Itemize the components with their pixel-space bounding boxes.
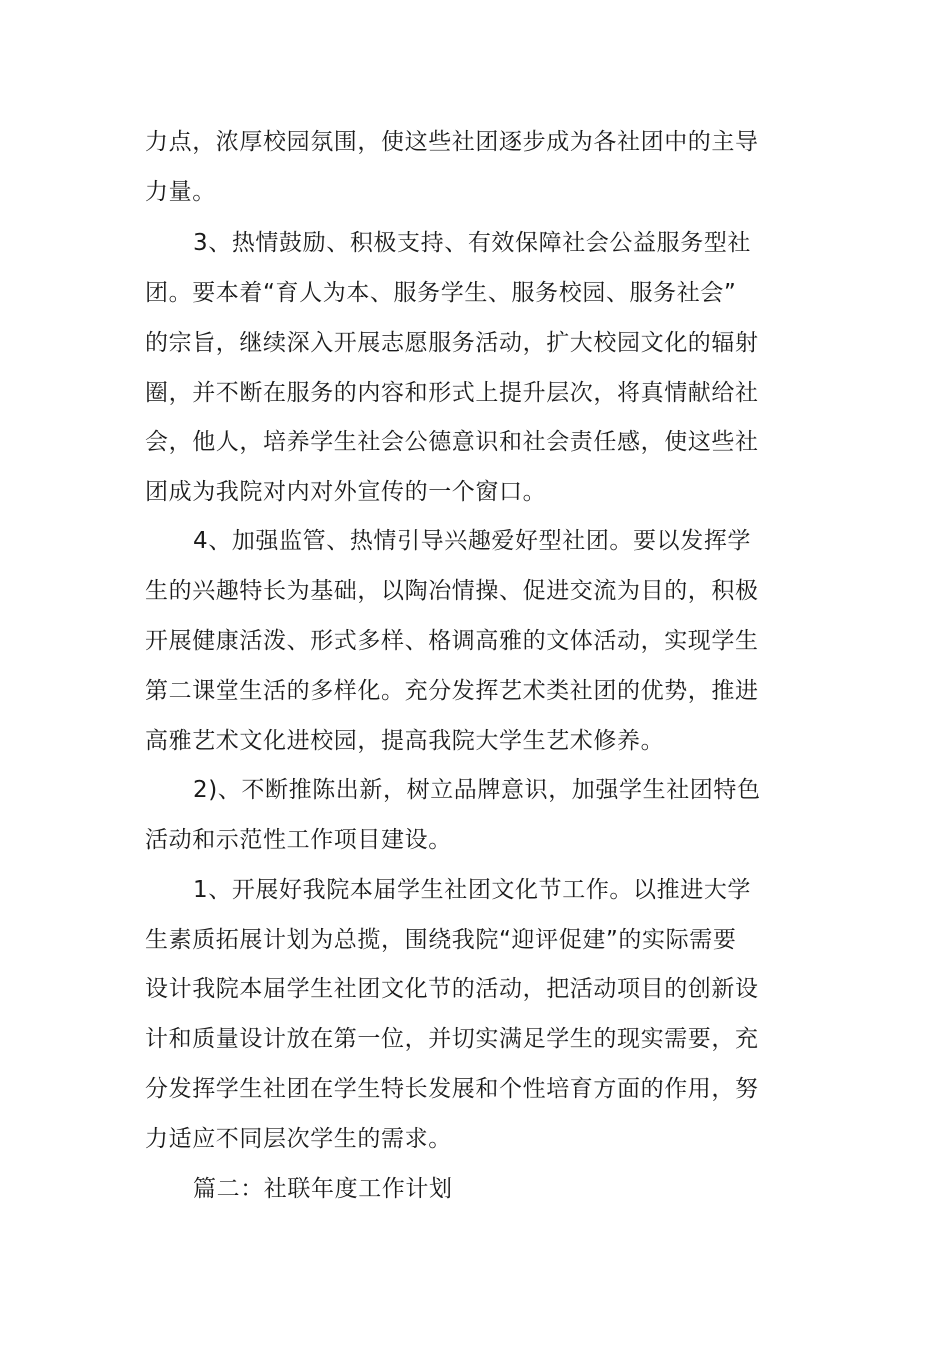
text-line: 1、开展好我院本届学生社团文化节工作。以推进大学 [193, 877, 752, 903]
text-line: 团。要本着“育人为本、服务学生、服务校园、服务社会” [145, 280, 737, 306]
text-line: 4、加强监管、热情引导兴趣爱好型社团。要以发挥学 [193, 528, 752, 554]
text-line: 设计我院本届学生社团文化节的活动，把活动项目的创新设 [145, 976, 759, 1002]
text-line: 力点，浓厚校园氛围，使这些社团逐步成为各社团中的主导 [145, 129, 759, 155]
text-line: 活动和示范性工作项目建设。 [145, 827, 452, 853]
text-line: 团成为我院对内对外宣传的一个窗口。 [145, 479, 547, 505]
text-line: 3、热情鼓励、积极支持、有效保障社会公益服务型社 [193, 230, 752, 256]
text-line: 生素质拓展计划为总揽，围绕我院“迎评促建”的实际需要 [145, 927, 737, 953]
text-line: 开展健康活泼、形式多样、格调高雅的文体活动，实现学生 [145, 628, 759, 654]
text-line: 计和质量设计放在第一位，并切实满足学生的现实需要，充 [145, 1026, 759, 1052]
text-line: 高雅艺术文化进校园，提高我院大学生艺术修养。 [145, 728, 665, 754]
text-line: 的宗旨，继续深入开展志愿服务活动，扩大校园文化的辐射 [145, 330, 759, 356]
text-line: 分发挥学生社团在学生特长发展和个性培育方面的作用，努 [145, 1076, 759, 1102]
text-line: 圈，并不断在服务的内容和形式上提升层次，将真情献给社 [145, 380, 759, 406]
text-line: 力适应不同层次学生的需求。 [145, 1126, 452, 1152]
text-line: 生的兴趣特长为基础，以陶冶情操、促进交流为目的，积极 [145, 578, 759, 604]
text-line: 力量。 [145, 179, 216, 205]
text-line: 2)、不断推陈出新，树立品牌意识，加强学生社团特色 [193, 777, 761, 803]
section-heading: 篇二：社联年度工作计划 [193, 1176, 453, 1202]
text-line: 会，他人，培养学生社会公德意识和社会责任感，使这些社 [145, 429, 759, 455]
text-line: 第二课堂生活的多样化。充分发挥艺术类社团的优势，推进 [145, 678, 759, 704]
